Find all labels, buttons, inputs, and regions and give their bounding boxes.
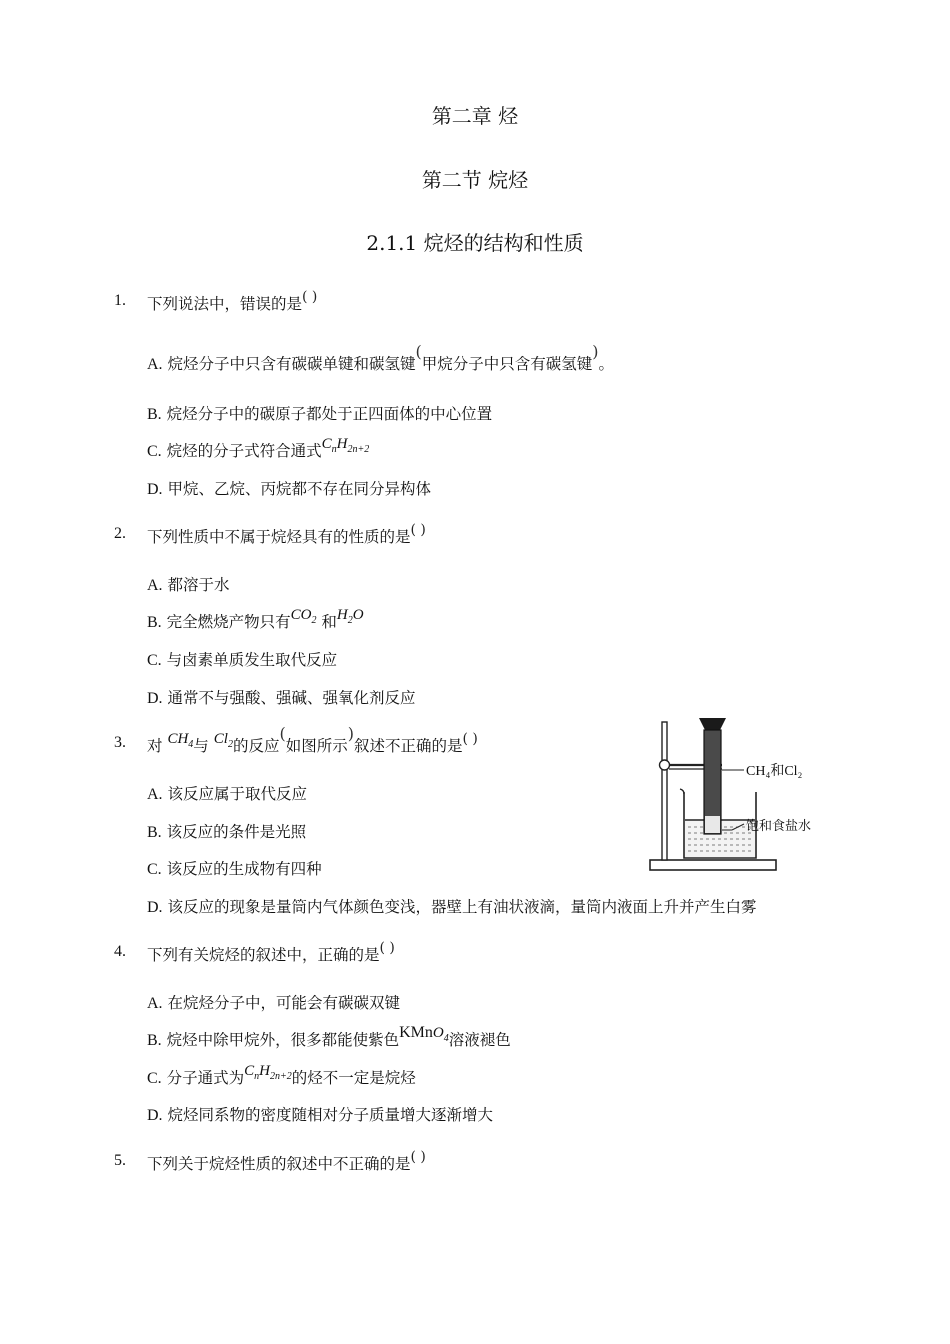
option-label: A. (147, 995, 163, 1012)
option-text: 该反应属于取代反应 (167, 785, 308, 803)
close-paren: ) (592, 342, 599, 361)
close-paren: ) (347, 724, 354, 743)
question-2-option-d (147, 686, 416, 708)
option-text: 甲烷、乙烷、丙烷都不存在同分异构体 (167, 480, 432, 498)
question-5-text (147, 1149, 426, 1174)
and-word: 和 (321, 613, 337, 631)
option-text-end: 溶液褪色 (448, 1031, 511, 1049)
question-3-note: 如图所示 (285, 737, 348, 755)
question-3-option-d (147, 895, 757, 917)
open-paren: ( (415, 342, 422, 361)
co2-formula: $CO_2$ (290, 607, 317, 626)
gas-label: CH₄和Cl₂ (746, 764, 803, 779)
option-text: 通常不与强酸、强碱、强氧化剂反应 (167, 689, 416, 707)
option-text: 烷烃分子中的碳原子都处于正四面体的中心位置 (166, 405, 493, 423)
question-4-option-b (147, 1024, 511, 1052)
chapter-title: 第二章 烃 (431, 104, 519, 128)
question-2-stem: 下列性质中不属于烷烃具有的性质的是 (147, 528, 411, 546)
question-2-option-c (147, 648, 337, 670)
question-3-number: 3. (114, 734, 126, 751)
option-label: B. (147, 1032, 162, 1049)
option-text-end: 的烃不一定是烷烃 (291, 1069, 416, 1087)
question-5-number: 5. (114, 1152, 126, 1169)
option-label: D. (147, 899, 163, 916)
cylinder-liquid (705, 816, 720, 833)
question-4-text (147, 940, 395, 965)
question-1-option-a (147, 342, 615, 374)
option-label: C. (147, 861, 162, 878)
option-text: 该反应的生成物有四种 (166, 860, 322, 878)
option-label: B. (147, 824, 162, 841)
answer-blank: ( ) (410, 1149, 426, 1165)
stand-base (650, 860, 776, 870)
option-label: B. (147, 614, 162, 631)
option-text: 与卤素单质发生取代反应 (166, 651, 338, 669)
option-label: B. (147, 406, 162, 423)
stand-rod (662, 722, 667, 860)
section-title: 第二节 烷烃 (421, 168, 529, 192)
option-label: A. (147, 356, 163, 373)
question-4-option-a (147, 991, 400, 1013)
question-2-text (147, 522, 426, 547)
cl2-formula: $Cl_2$ (213, 731, 233, 750)
answer-blank: ( ) (410, 522, 426, 538)
beaker-lip (680, 789, 684, 794)
cylinder-top (699, 718, 726, 730)
question-3-option-c (147, 857, 322, 879)
answer-blank: ( ) (462, 731, 478, 747)
open-paren: ( (279, 724, 286, 743)
option-label: A. (147, 786, 163, 803)
lesson-title: 2.1.1 烷烃的结构和性质 (366, 231, 584, 255)
question-2-number: 2. (114, 525, 126, 542)
question-1-option-d (147, 477, 431, 499)
option-text: 烷烃同系物的密度随相对分子质量增大逐渐增大 (167, 1106, 494, 1124)
question-1-text (147, 289, 318, 314)
question-1-option-c (147, 436, 370, 463)
question-3-post: 叙述不正确的是 (353, 737, 463, 755)
clamp-knob (660, 760, 670, 770)
question-3-pre: 对 (147, 737, 163, 755)
liquid-label: 饱和食盐水 (746, 819, 812, 834)
option-text: 完全燃烧产物只有 (166, 613, 291, 631)
question-3-option-b (147, 820, 306, 842)
question-3-text (147, 724, 478, 758)
question-2-option-a (147, 573, 230, 595)
ch4-formula: $CH_4$ (167, 731, 194, 750)
alkane-formula: $C_nH_{2n+2}$ (244, 1063, 292, 1082)
question-4-option-d (147, 1103, 493, 1125)
question-5-stem: 下列关于烷烃性质的叙述中不正确的是 (147, 1155, 411, 1173)
option-text: 烷烃分子中只含有碳碳单键和碳氢键 (167, 355, 416, 373)
question-4-number: 4. (114, 943, 126, 960)
h2o-formula: $H_2O$ (336, 607, 364, 626)
kmno4-formula: KMnO$_4$ (399, 1024, 449, 1045)
question-4-option-c (147, 1063, 416, 1090)
period-mark: 。 (598, 355, 615, 373)
option-label: C. (147, 1070, 162, 1087)
option-text: 该反应的现象是量筒内气体颜色变浅，器壁上有油状液滴，量筒内液面上升并产生白雾 (167, 898, 757, 916)
question-4-stem: 下列有关烷烃的叙述中，正确的是 (147, 946, 380, 964)
alkane-formula: $C_nH_{2n+2}$ (321, 436, 370, 455)
option-label: C. (147, 443, 162, 460)
apparatus-figure (646, 712, 846, 884)
question-3-option-a (147, 782, 307, 804)
option-text: 在烷烃分子中，可能会有碳碳双键 (167, 994, 401, 1012)
option-label: A. (147, 577, 163, 594)
question-1-stem: 下列说法中，错误的是 (147, 295, 303, 313)
answer-blank: ( ) (379, 940, 395, 956)
option-label: D. (147, 1107, 163, 1124)
option-text: 分子通式为 (166, 1069, 245, 1087)
option-text: 都溶于水 (167, 576, 230, 594)
question-3-mid: 的反应 (232, 737, 280, 755)
option-note: 甲烷分子中只含有碳氢键 (421, 355, 593, 373)
with-word: 与 (193, 737, 209, 755)
answer-blank: ( ) (302, 289, 318, 305)
option-text: 该反应的条件是光照 (166, 823, 307, 841)
option-label: D. (147, 690, 163, 707)
question-1-option-b (147, 402, 492, 424)
question-1-number: 1. (114, 292, 126, 309)
option-text: 烷烃中除甲烷外，很多都能使紫色 (166, 1031, 400, 1049)
option-label: D. (147, 481, 163, 498)
option-text: 烷烃的分子式符合通式 (166, 442, 322, 460)
option-label: C. (147, 652, 162, 669)
question-2-option-b (147, 607, 364, 634)
